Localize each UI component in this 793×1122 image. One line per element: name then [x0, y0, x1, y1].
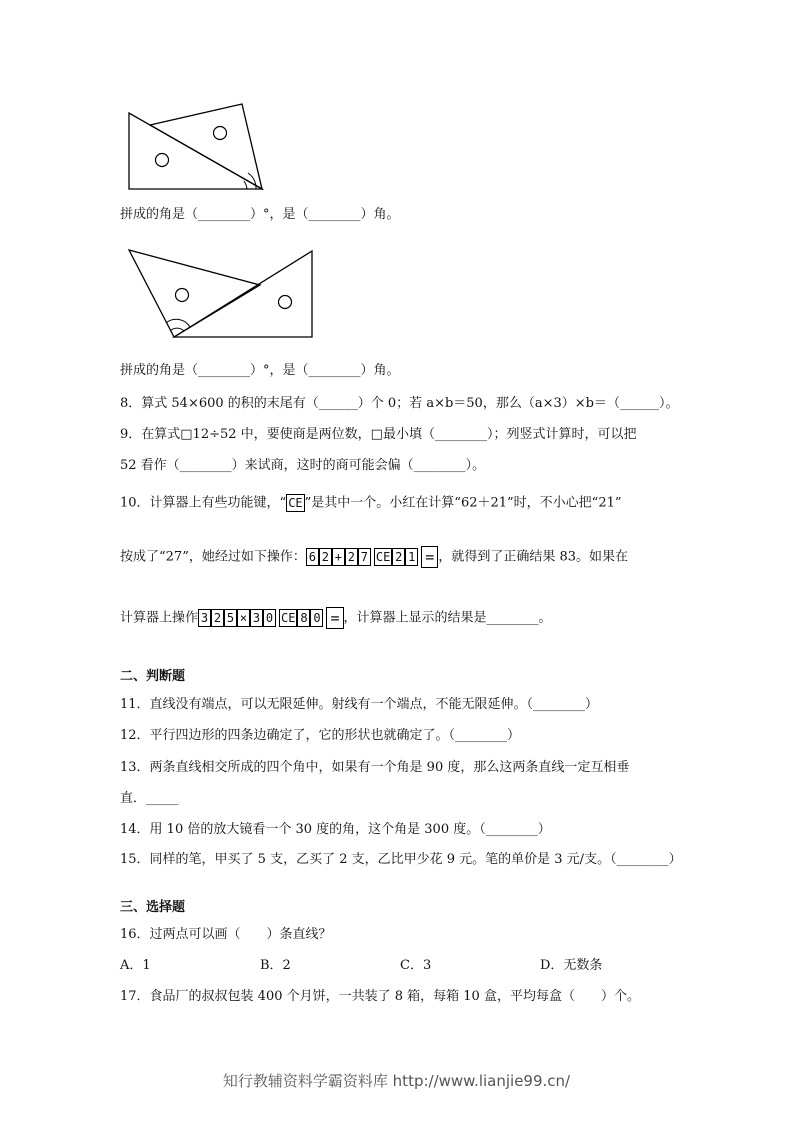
q10-text-d: ，就得到了正确结果 83。如果在 [438, 549, 629, 565]
question-10-line-2 [120, 546, 628, 568]
q10-text-f: ，计算器上显示的结果是________。 [343, 610, 552, 626]
seq1-key-5: CE [375, 550, 391, 564]
question-12: 12．平行四边形的四条边确定了，它的形状也就确定了。（________） [120, 728, 521, 743]
seq2-key-5: 0 [263, 609, 276, 627]
seq1-key-6: 2 [392, 548, 405, 566]
seq2-key-8: 0 [310, 609, 323, 627]
question-16-options [120, 957, 602, 975]
q10-text-c: 按成了“27”，她经过如下操作： [120, 549, 306, 565]
question-9-line-2: 52 看作（________）来试商，这时的商可能会偏（________）。 [120, 458, 486, 473]
triangle-figure-2 [120, 245, 320, 345]
question-9-line-1: 9．在算式□12÷52 中，要使商是两位数，□最小填（________）；列竖式计算时，可以把 [120, 427, 637, 442]
question-14: 14．用 10 倍的放大镜看一个 30 度的角，这个角是 300 度。（________） [120, 822, 551, 837]
section-2-title: 二、判断题 [120, 669, 186, 684]
seq2-key-3: × [237, 609, 250, 627]
option-d: D．无数条 [540, 958, 603, 973]
question-11: 11．直线没有端点，可以无限延伸。射线有一个端点，不能无限延伸。（________） [120, 697, 599, 712]
seq1-key-4: 7 [358, 548, 371, 566]
key-sequence-2 [198, 611, 343, 626]
question-17: 17．食品厂的叔叔包装 400 个月饼，一共装了 8 箱，每箱 10 盒，平均每盒（ ）个。 [120, 989, 640, 1004]
seq1-key-2: + [332, 548, 345, 566]
seq1-key-7: 1 [405, 548, 418, 566]
option-b: B．2 [260, 958, 291, 973]
seq1-key-8: = [421, 546, 438, 568]
seq2-key-4: 3 [250, 609, 263, 627]
key-sequence-1 [306, 550, 438, 565]
triangle-figure-1 [120, 95, 275, 195]
seq2-key-9: = [326, 607, 343, 629]
seq2-key-6: CE [281, 611, 296, 625]
seq1-key-3: 2 [345, 548, 358, 566]
seq1-key-1: 2 [319, 548, 332, 566]
option-a: A．1 [120, 958, 151, 973]
ce-key: CE [288, 496, 303, 510]
q10-text-b: ”是其中一个。小红在计算“62＋21”时，不小心把“21” [304, 495, 622, 511]
q10-text-e: 计算器上操作 [120, 610, 199, 626]
question-16: 16．过两点可以画（ ）条直线？ [120, 927, 332, 942]
figure-1-caption: 拼成的角是（________）°，是（________）角。 [120, 207, 400, 222]
question-15: 15．同样的笔，甲买了 5 支，乙买了 2 支，乙比甲少花 9 元。笔的单价是 3 元/支。（________） [120, 852, 682, 867]
q10-text-a: 10．计算器上有些功能键，“ [120, 495, 287, 511]
seq2-key-1: 2 [211, 609, 224, 627]
figure-2-caption: 拼成的角是（________）°，是（________）角。 [120, 363, 400, 378]
seq2-key-7: 8 [297, 609, 310, 627]
option-c: C．3 [400, 958, 432, 973]
seq1-key-0: 6 [306, 548, 319, 566]
question-8: 8．算式 54×600 的积的末尾有（______）个 0；若 a×b＝50，那么（a×3）×b＝（______）。 [120, 396, 679, 411]
question-13-line-2: 直．_____ [120, 791, 179, 806]
question-10-line-3 [120, 607, 552, 629]
footer-watermark: 知行教辅资料学霸资料库 http://www.lianjie99.cn/ [222, 1072, 571, 1090]
section-3-title: 三、选择题 [120, 900, 186, 915]
question-10-line-1 [120, 494, 622, 513]
question-13-line-1: 13．两条直线相交所成的四个角中，如果有一个角是 90 度，那么这两条直线一定互相垂 [120, 760, 630, 775]
seq2-key-2: 5 [224, 609, 237, 627]
seq2-key-0: 3 [198, 609, 211, 627]
